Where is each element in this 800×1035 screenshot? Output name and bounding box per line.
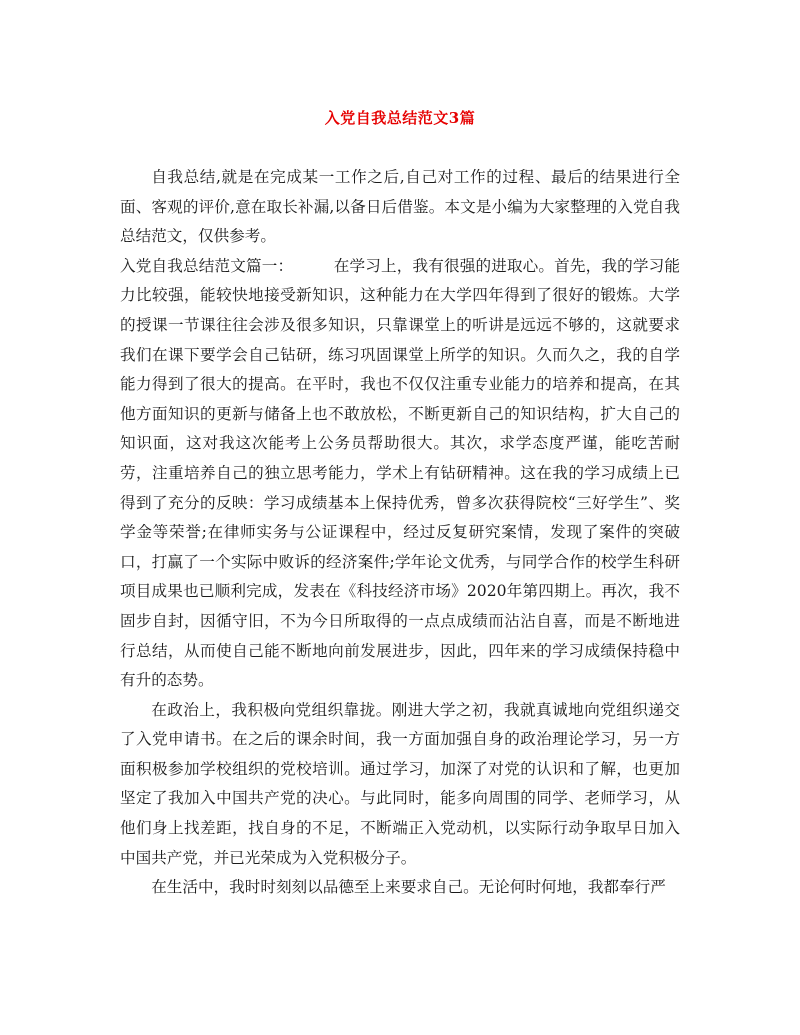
document-body [120,163,680,903]
section-one-label: 入党自我总结范文篇一： [120,256,294,275]
document-title: 入党自我总结范文3篇 [324,109,476,127]
life-paragraph: 在生活中，我时时刻刻以品德至上来要求自己。无论何时何地，我都奉行严 [151,878,666,897]
study-text: 在学习上，我有很强的进取心。首先，我的学习能力比较强，能较快地接受新知识，这种能力在大学四年得到了很好的锻炼。大学的授课一节课往往会涉及很多知识，只靠课堂上的听讲是远远不够的，这就要求我们在课下要学会自己钻研，练习巩固课堂上所学的知识。久而久之，我的自学能力得到了很大的提高。在平时，我也不仅仅注重专业能力的培养和提高，在其他方面知识的更新与储备上也不敢放松，不断更新自己的知识结构，扩大自己的知识面，这对我这次能考上公务员帮助很大。其次，求学态度严谨，能吃苦耐劳，注重培养自己的独立思考能力，学术上有钻研精神。这在我的学习成绩上已得到了充分的反映：学习成绩基本上保持优秀，曾多次获得院校“三好学生”、奖学金等荣誉;在律师实务与公证课程中，经过反复研究案情，发现了案件的突破口，打赢了一个实际中败诉的经济案件;学年论文优秀，与同学合作的校学生科研项目成果也已顺利完成，发表在《科技经济市场》2020年第四期上。再次，我不固步自封，因循守旧，不为今日所取得的一点点成绩而沾沾自喜，而是不断地进行总结，从而使自己能不断地向前发展进步，因此，四年来的学习成绩保持稳中有升的态势。 [120,256,680,690]
study-paragraph [120,252,680,696]
politics-paragraph: 在政治上，我积极向党组织靠拢。刚进大学之初，我就真诚地向党组织递交了入党申请书。在之后的课余时间，我一方面加强自身的政治理论学习，另一方面积极参加学校组织的党校培训。通过学习，加深了对党的认识和了解，也更加坚定了我加入中国共产党的决心。与此同时，能多向周围的同学、老师学习，从他们身上找差距，找自身的不足，不断端正入党动机，以实际行动争取早日加入中国共产党，并已光荣成为入党积极分子。 [120,700,680,867]
intro-paragraph: 自我总结,就是在完成某一工作之后,自己对工作的过程、最后的结果进行全面、客观的评价,意在取长补漏,以备日后借鉴。本文是小编为大家整理的入党自我总结范文，仅供参考。 [120,168,680,246]
